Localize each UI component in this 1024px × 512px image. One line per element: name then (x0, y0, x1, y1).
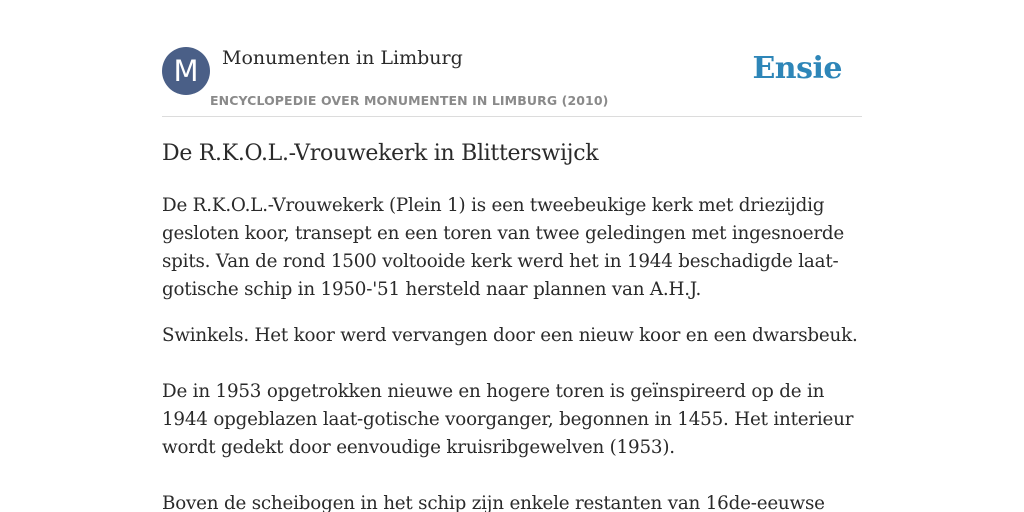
site-title[interactable]: Monumenten in Limburg (222, 47, 463, 69)
article-paragraph-1: De R.K.O.L.-Vrouwekerk (Plein 1) is een tweebeukige kerk met driezijdig gesloten koor, transept en een toren van twee geledingen met ingesnoerde spits. Van de rond 1500 voltooide kerk werd het in 1944 beschadigde laat-gotische schip in 1950-'51 hersteld naar plannen van A.H.J. (162, 195, 845, 300)
site-subtitle: ENCYCLOPEDIE OVER MONUMENTEN IN LIMBURG (2010) (210, 93, 609, 108)
article-title: De R.K.O.L.-Vrouwekerk in Blitterswijck (162, 141, 599, 166)
site-avatar[interactable]: M (162, 47, 210, 95)
ensie-logo-link[interactable]: Ensie (752, 51, 842, 86)
article-paragraph-4: Boven de scheibogen in het schip zijn enkele restanten van 16de-eeuwse (162, 493, 825, 512)
site-header (162, 46, 862, 117)
article-paragraph-2: Swinkels. Het koor werd vervangen door een nieuw koor en een dwarsbeuk. (162, 325, 858, 346)
article-paragraph-3: De in 1953 opgetrokken nieuwe en hogere toren is geïnspireerd op de in 1944 opgeblazen laat-gotische voorganger, begonnen in 1455. Het interieur wordt gedekt door eenvoudige kruisribgewelven (1953). (162, 381, 854, 458)
article (162, 138, 864, 512)
